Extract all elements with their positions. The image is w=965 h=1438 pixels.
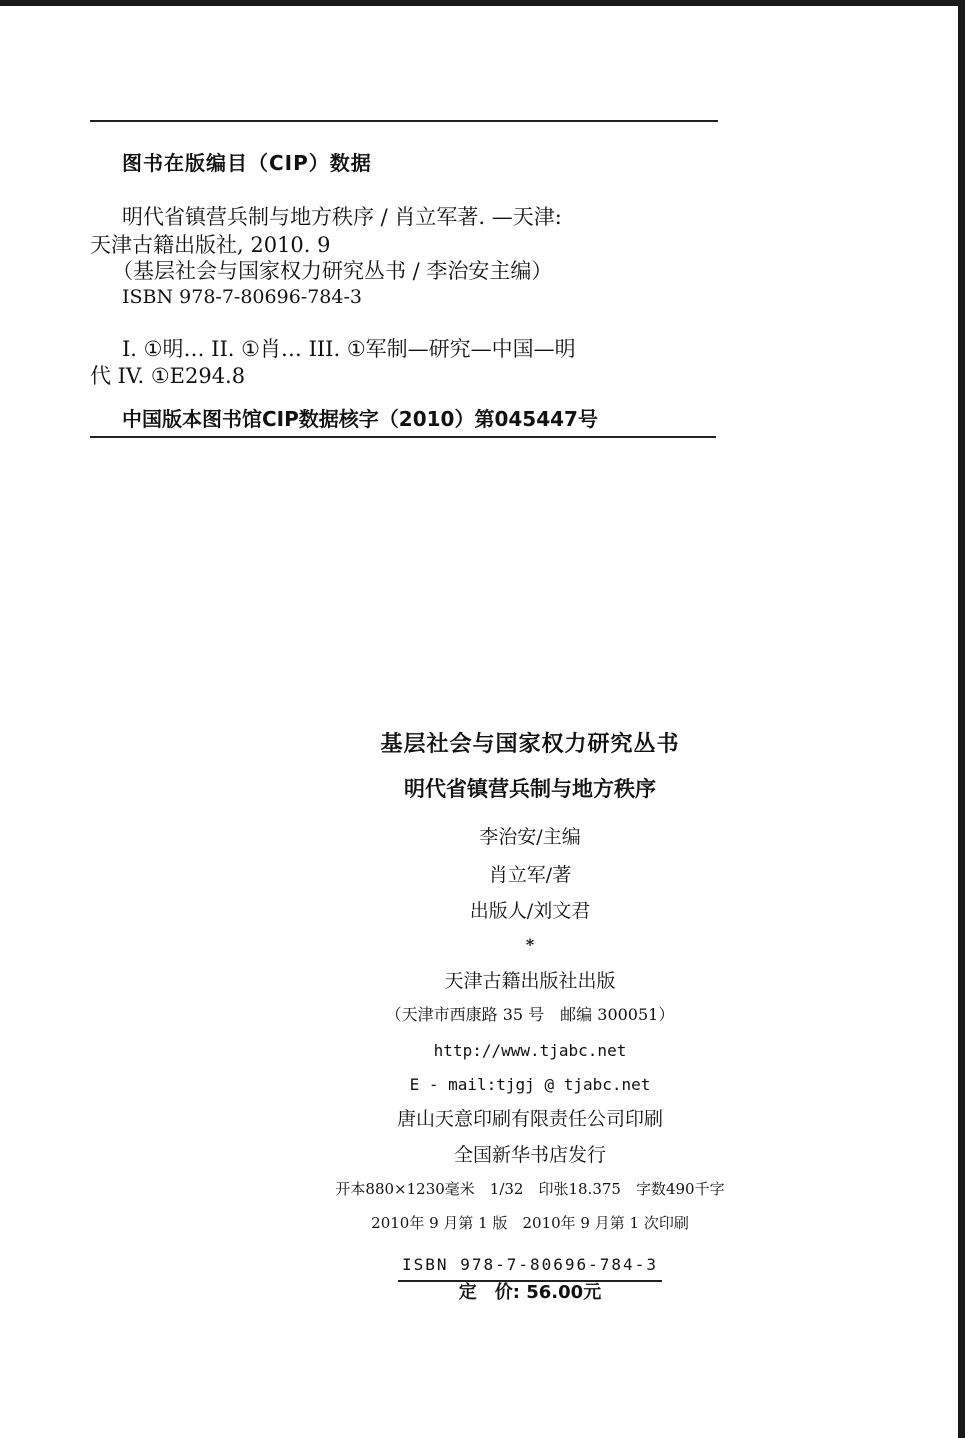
publisher-address: （天津市西康路 35 号 邮编 300051） xyxy=(385,1005,675,1024)
scan-border-top xyxy=(0,0,965,6)
publisher-person-credit: 出版人/刘文君 xyxy=(469,900,591,922)
cip-series-line: （基层社会与国家权力研究丛书 / 李治安主编） xyxy=(112,259,553,283)
cip-subject-line: I. ①明… II. ①肖… III. ①军制—研究—中国—明 xyxy=(122,337,576,361)
price-line: 定 价: 56.00元 xyxy=(458,1282,602,1303)
printer-line: 唐山天意印刷有限责任公司印刷 xyxy=(396,1108,663,1130)
cip-publisher-line: 天津古籍出版社, 2010. 9 xyxy=(90,233,331,257)
author-credit: 肖立军/著 xyxy=(488,864,572,886)
scan-border-right xyxy=(958,0,965,1438)
publisher-name: 天津古籍出版社出版 xyxy=(444,970,616,992)
cip-record-number: 中国版本图书馆CIP数据核字（2010）第045447号 xyxy=(122,407,598,431)
edition-line: 2010年 9 月第 1 版 2010年 9 月第 1 次印刷 xyxy=(371,1214,689,1232)
series-title: 基层社会与国家权力研究丛书 xyxy=(380,732,680,757)
editor-credit: 李治安/主编 xyxy=(479,826,581,848)
book-title: 明代省镇营兵制与地方秩序 xyxy=(404,777,656,801)
publisher-email: E - mail:tjgj @ tjabc.net xyxy=(409,1075,651,1094)
cip-heading: 图书在版编目（CIP）数据 xyxy=(122,151,372,175)
isbn-bottom: ISBN 978-7-80696-784-3 xyxy=(398,1252,662,1282)
book-specs-line: 开本880×1230毫米 1/32 印张18.375 字数490千字 xyxy=(335,1180,725,1198)
separator-star: * xyxy=(525,935,535,954)
distributor-line: 全国新华书店发行 xyxy=(453,1144,606,1166)
cip-isbn-line: ISBN 978-7-80696-784-3 xyxy=(122,286,362,308)
cip-title-line: 明代省镇营兵制与地方秩序 / 肖立军著. —天津: xyxy=(122,205,562,229)
cip-classification-line: 代 IV. ①E294.8 xyxy=(90,364,246,388)
cip-bottom-rule xyxy=(90,436,716,438)
isbn-barline xyxy=(280,1252,780,1282)
publisher-url: http://www.tjabc.net xyxy=(433,1041,627,1060)
cip-top-rule xyxy=(90,120,718,122)
